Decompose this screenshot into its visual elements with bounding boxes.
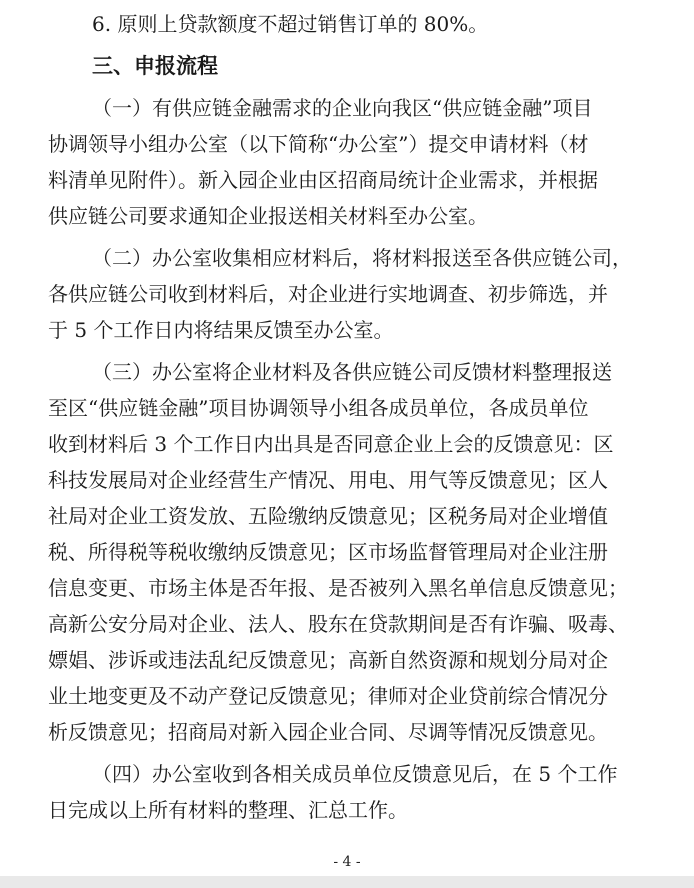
text-line: 科技发展局对企业经营生产情况、用电、用气等反馈意见；区人 <box>48 468 608 492</box>
text-line: 于 5 个工作日内将结果反馈至办公室。 <box>48 318 394 342</box>
text-line: （一）有供应链金融需求的企业向我区“供应链金融”项目 <box>92 96 593 120</box>
text-line: 收到材料后 3 个工作日内出具是否同意企业上会的反馈意见：区 <box>48 432 614 456</box>
text-line: 信息变更、市场主体是否年报、是否被列入黑名单信息反馈意见； <box>48 576 628 600</box>
page-bottom-edge <box>0 876 694 888</box>
page-number: - 4 - <box>333 854 361 870</box>
text-line: 至区“供应链金融”项目协调领导小组各成员单位，各成员单位 <box>48 396 589 420</box>
text-line: 嫖娼、涉诉或违法乱纪反馈意见；高新自然资源和规划分局对企 <box>48 648 608 672</box>
text-line: 税、所得税等税收缴纳反馈意见；区市场监督管理局对企业注册 <box>48 540 608 564</box>
text-line: 6. 原则上贷款额度不超过销售订单的 80%。 <box>92 12 489 36</box>
text-line: 社局对企业工资发放、五险缴纳反馈意见；区税务局对企业增值 <box>48 504 608 528</box>
section-heading: 三、申报流程 <box>92 54 218 78</box>
text-line: 料清单见附件）。新入园企业由区招商局统计企业需求，并根据 <box>48 168 598 192</box>
text-line: （四）办公室收到各相关成员单位反馈意见后，在 5 个工作 <box>92 762 618 786</box>
text-line: 协调领导小组办公室（以下简称“办公室”）提交申请材料（材 <box>48 132 589 156</box>
text-line: （三）办公室将企业材料及各供应链公司反馈材料整理报送 <box>92 360 612 384</box>
text-line: （二）办公室收集相应材料后，将材料报送至各供应链公司， <box>92 246 632 270</box>
text-line: 高新公安分局对企业、法人、股东在贷款期间是否有诈骗、吸毒、 <box>48 612 628 636</box>
text-line: 业土地变更及不动产登记反馈意见；律师对企业贷前综合情况分 <box>48 684 608 708</box>
text-line: 各供应链公司收到材料后，对企业进行实地调查、初步筛选，并 <box>48 282 608 306</box>
text-line: 析反馈意见；招商局对新入园企业合同、尽调等情况反馈意见。 <box>48 720 608 744</box>
text-line: 供应链公司要求通知企业报送相关材料至办公室。 <box>48 204 488 228</box>
text-line: 日完成以上所有材料的整理、汇总工作。 <box>48 798 408 822</box>
